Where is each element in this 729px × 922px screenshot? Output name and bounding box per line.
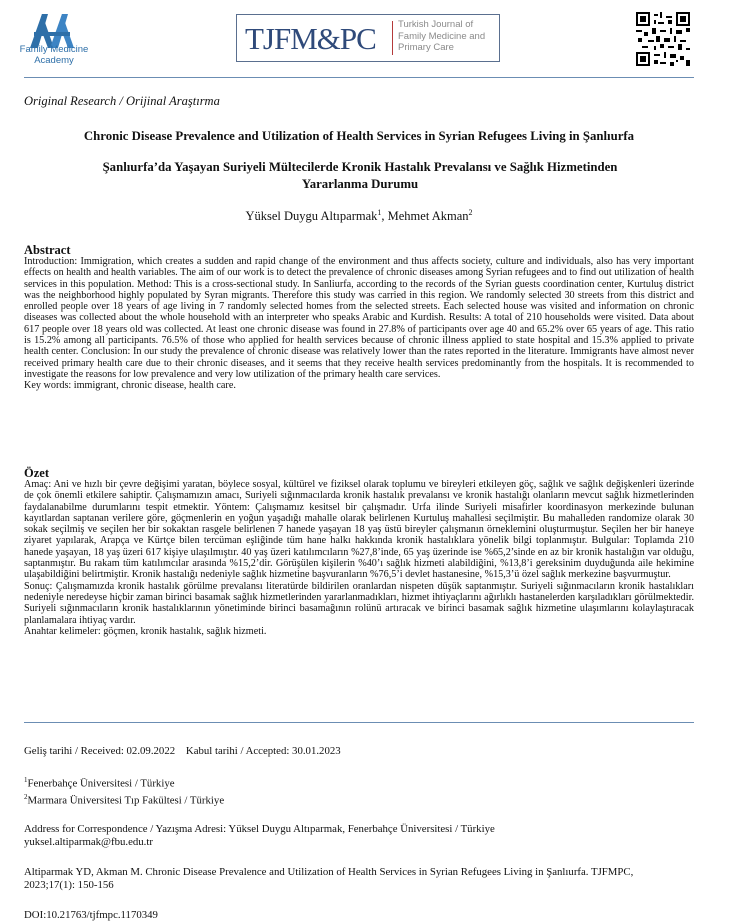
author-affiliation-ref: 1 [377, 208, 382, 217]
doi-link[interactable]: DOI:10.21763/tjfmpc.1170349 [24, 909, 158, 921]
ozet-heading: Özet [24, 466, 49, 480]
abstract-body [24, 256, 694, 392]
qr-code-icon [636, 12, 690, 66]
abstract-text: Introduction: Immigration, which creates a sudden and rapid change of the environment and thus affects society, culture and individuals, also has very important effects on health and health variables. The aim of our work is to detect the prevalence of chronic diseases among Syrian refugees and to find out utilization of health services in this population. Method: This is a cross-sectional study. In Sanliurfa, according to the records of the Syrian guests coordination center, Kurtuluş district was the neighborhood highly populated by Syran migrants. Therefore this study was carried in this region. We randomly selected 30 streets from this district and enrolled people over 18 years of age living in 7 randomly selected homes from the selected streets. Each selected house was visited and information on chronic diseases was collected about the whole household with an interpreter who speaks Arabic and Kurdish. Results: A total of 210 households were visited. Data about 617 people over 18 years old was collected. At least one chronic disease was found in 27.8% of participants over age 40 and 65.2% over 65 years of age. This ratio is 15.2% among all participants. 76.5% of those who applied for health services because of chronic illness applied to state hospital and 15.3% applied to private health center. Conclusion: In our study the prevalence of chronic disease was relatively lower than the rates reported in the literature. Immigrants have almost never received primary health care due to their chronic diseases, and it seems that they receive health services predominantly from the hospitals. It is recommended to investigate the reasons for low prevalence and very low utilization of the primary health care services. [24, 256, 694, 380]
ozet-keywords: Anahtar kelimeler: göçmen, kronik hastalık, sağlık hizmeti. [24, 625, 267, 637]
author-name: Mehmet Akman [387, 209, 469, 224]
author-name: Yüksel Duygu Altıparmak [245, 209, 378, 224]
journal-abbreviation: TJFM&PC [245, 21, 376, 56]
title-english: Chronic Disease Prevalence and Utilization of Health Services in Syrian Refugees Living in Şanlıurfa [83, 129, 635, 143]
ozet-text: Amaç: Ani ve hızlı bir çevre değişimi yaratan, böylece sosyal, kültürel ve fiziksel olarak toplumu ve bireyleri etkileyen göç, sağlık ve sağlık değişkenleri üzerinde de çok önemli etkilere sahiptir. Çalışmamızın amacı, Suriyeli sığınmacılarda kronik hastalık prevalansı ve kronik hastalığı olanların mevcut sağlık hizmetlerinden faydalanabilme durumlarını tespit etmektir. Yöntem: Çalışmamız kesitsel bir çalışmadır. Urfa ilinde Suriyeli misafirler koordinasyon merkezinde bulunan kayıtlardan saptanan verilere göre, göçmenlerin en yoğun yaşadığı mahalle olarak belirlenen Kurtuluş mahallesi seçilmiştir. Bu mahalleden randomize olarak 30 sokak seçilmiş ve seçilen her bir sokaktan rasgele belirlenen 7 hanede yaşayan 18 yaş üstü bireyler çalışmanın örneklemini oluşturmuştur. Seçilen her bir haneye ziyaret yapılarak, Arapça ve Kürtçe bilen tercüman eşliğinde tüm hane halkı hakkında kronik hastalıklara yönelik bilgi toplanmıştır. Bulgular: Toplamda 210 hanede yaşayan, 18 yaş üzeri 617 kişiye ulaşılmıştır. 40 yaş üzeri katılımcıların %27,8’inde, 65 yaş üzerinde ise %65,2’sinde en az bir kronik hastalığın var olduğu, saptanmıştır. Bu rakam tüm katılımcılar arasında %15,2’dir. Görüşülen kişilerin %40’ı sağlık hizmeti alabildiğini, %13,8’i gereksinim duyduğunda aile hekimine ulaşabildiğini belirtmiştir. Kronik hastalığı nedeniyle sağlık hizmetine başvuranların %76,5’i devlet hastanesine, %15,3’ü özel sağlık merkezine başvurmuştur. [24, 479, 694, 581]
ozet-conclusion: Sonuç: Çalışmamızda kronik hastalık görülme prevalansı literatürde bildirilen oranlardan nispeten düşük saptanmıştır. Suriyeli sığınmacıların kronik hastalıkları nedeniyle neredeyse hiçbir zaman birinci basamak sağlık hizmetlerinden yararlanmadıkları, hizmet ihtiyaçlarını ağırlıklı hastanelerden karşıladıkları görülmektedir. Suriyeli sığınmacıların kronik hastalıklarının yönetiminde birinci basamağının rolünü artıracak ve birinci basamak sağlık hizmetine ulaşımlarını kolaylaştıracak planlamalara ihtiyaç vardır. [24, 580, 694, 626]
author-list: Yüksel Duygu Altıparmak$^1$, Mehmet Akman$^2$ [245, 208, 473, 224]
correspondence-email[interactable]: yuksel.altiparmak@fbu.edu.tr [24, 836, 153, 849]
citation: Altiparmak YD, Akman M. Chronic Disease Prevalence and Utilization of Health Services in Syrian Refugees Living in Şanlıurfa. TJFMPC, 2023;17(1): 150-156 [24, 866, 634, 892]
author-affiliation-ref: 2 [468, 208, 473, 217]
journal-banner [236, 14, 500, 62]
affiliation-item: $^2$Marmara Üniversitesi Tıp Fakültesi / Türkiye [24, 792, 225, 807]
header-rule [24, 77, 694, 78]
affiliations [24, 774, 224, 808]
footer-rule [24, 722, 694, 723]
abstract-heading: Abstract [24, 243, 71, 257]
affiliation-item: $^1$Fenerbahçe Üniversitesi / Türkiye [24, 776, 175, 790]
received-accepted-dates: Geliş tarihi / Received: 02.09.2022 Kabul tarihi / Accepted: 30.01.2023 [24, 745, 341, 757]
journal-name: Turkish Journal of Family Medicine and Primary Care [398, 19, 486, 53]
banner-divider [392, 21, 393, 55]
ozet-body [24, 479, 694, 637]
abstract-keywords: Key words: immigrant, chronic disease, health care. [24, 380, 236, 392]
title-turkish: Şanlıurfa’da Yaşayan Suriyeli Mültecilerde Kronik Hastalık Prevalansı ve Sağlık Hizmetinden Yararlanma Durumu [102, 160, 618, 191]
correspondence: Address for Correspondence / Yazışma Adresi: Yüksel Duygu Altıparmak, Fenerbahçe Üniversitesi / Türkiye yuksel.altiparmak@fbu.edu.tr [24, 823, 694, 849]
article-section-label: Original Research / Orijinal Araştırma [24, 94, 220, 108]
logo-caption: Family Medicine Academy [19, 44, 89, 66]
